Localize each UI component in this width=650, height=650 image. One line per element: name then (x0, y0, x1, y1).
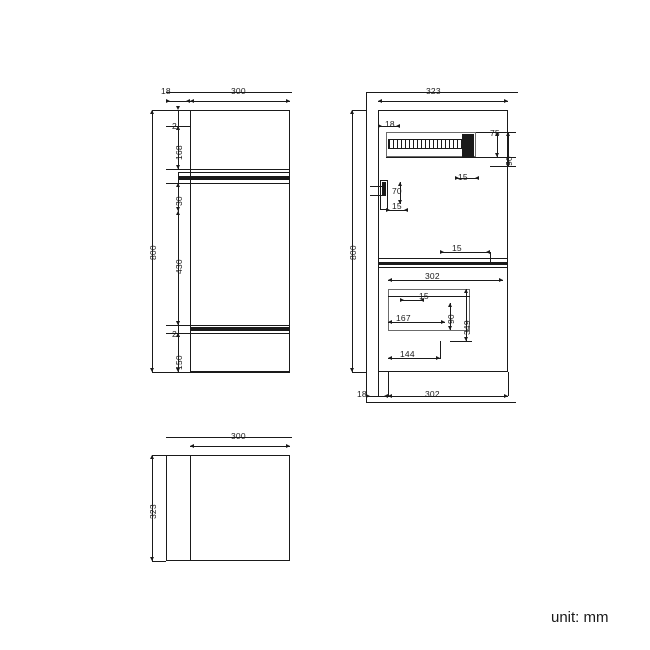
top-plan-outline (166, 455, 290, 561)
dim-side-15-lower: 15 (419, 291, 429, 301)
dim-front-30: 30 (174, 196, 184, 206)
extension-line (508, 372, 509, 396)
dim-front-150: 150 (174, 355, 184, 370)
arrow-icon (448, 303, 452, 307)
dim-front-width: 300 (231, 86, 246, 96)
side-drawer-back-panel (462, 134, 474, 157)
arrow-icon (186, 99, 190, 103)
dimension-line-2-bottom (178, 325, 179, 333)
extension-line (378, 372, 379, 396)
front-plinth-line (190, 333, 290, 334)
dimension-line-302-mid (388, 280, 503, 281)
front-base-extension (166, 372, 290, 373)
dim-side-144: 144 (400, 349, 415, 359)
front-plinth-band (190, 327, 290, 331)
dim-side-302-bottom: 302 (425, 389, 440, 399)
extension-line (152, 561, 166, 562)
arrow-icon (190, 99, 194, 103)
arrow-icon (396, 124, 400, 128)
arrow-icon (499, 278, 503, 282)
extension-line (388, 372, 389, 396)
front-counter-left-edge (178, 172, 179, 183)
arrow-icon (388, 394, 392, 398)
extension-line (166, 169, 190, 170)
arrow-icon (386, 208, 390, 212)
arrow-icon (440, 250, 444, 254)
front-counter-bottom-line (178, 183, 290, 184)
dim-side-800: 800 (348, 245, 358, 260)
dim-front-top-18: 18 (161, 86, 171, 96)
extension-line (370, 195, 384, 196)
arrow-icon (378, 99, 382, 103)
dim-side-15-hinge: 15 (392, 201, 402, 211)
arrow-icon (176, 126, 180, 130)
arrow-icon (378, 124, 382, 128)
arrow-icon (495, 153, 499, 157)
arrow-icon (286, 99, 290, 103)
front-lower-divider (190, 325, 290, 326)
extension-line (440, 341, 441, 359)
arrow-icon (388, 278, 392, 282)
dim-front-2-top: 2 (172, 121, 177, 131)
dim-side-75: 75 (490, 128, 500, 138)
dim-side-15-shelf: 15 (452, 243, 462, 253)
dim-top-width: 300 (231, 431, 246, 441)
arrow-icon (176, 211, 180, 215)
dim-side-349: 349 (462, 320, 472, 335)
dimension-line-300-top (190, 446, 290, 447)
front-counter-top-line (178, 172, 290, 173)
top-plan-inner-divider (190, 455, 191, 561)
arrow-icon (176, 321, 180, 325)
dim-top-depth: 323 (148, 504, 158, 519)
dim-side-90-lower: 90 (446, 314, 456, 324)
dimension-line-800-front (152, 110, 153, 372)
arrow-icon (176, 106, 180, 110)
arrow-icon (504, 99, 508, 103)
extension-line (490, 252, 491, 262)
extension-line (152, 372, 166, 373)
dim-side-depth: 323 (426, 86, 441, 96)
arrow-icon (176, 333, 180, 337)
arrow-icon (176, 165, 180, 169)
arrow-icon (448, 326, 452, 330)
dimension-line-2-top (178, 110, 179, 126)
extension-line (152, 110, 166, 111)
front-drawer-divider (190, 169, 290, 170)
dim-side-18-top: 18 (385, 119, 395, 129)
extension-line (450, 341, 472, 342)
dim-side-18-bottom: 18 (357, 389, 367, 399)
side-shelf-band (378, 262, 508, 265)
extension-line (352, 372, 366, 373)
arrow-icon (506, 132, 510, 136)
arrow-icon (400, 298, 404, 302)
side-shelf-top-line (378, 258, 508, 259)
arrow-icon (166, 99, 170, 103)
unit-note: unit: mm (551, 609, 609, 626)
arrow-icon (286, 444, 290, 448)
arrow-icon (190, 444, 194, 448)
side-hinge-fill (382, 182, 386, 196)
dim-side-302-mid: 302 (425, 271, 440, 281)
arrow-icon (464, 289, 468, 293)
extension-line (490, 166, 516, 167)
dimension-line-323 (378, 101, 508, 102)
side-drawer-bottom (386, 157, 476, 158)
dimension-line-800-side (352, 110, 353, 372)
extension-line (166, 437, 292, 438)
arrow-icon (475, 176, 479, 180)
side-drawer-hatch (388, 139, 470, 149)
extension-line (366, 92, 367, 402)
arrow-icon (176, 183, 180, 187)
dim-side-15-drawer: 15 (458, 172, 468, 182)
arrow-icon (388, 320, 392, 324)
extension-line (370, 186, 384, 187)
dim-side-167: 167 (396, 313, 411, 323)
extension-line (166, 92, 292, 93)
arrow-icon (441, 320, 445, 324)
arrow-icon (504, 394, 508, 398)
extension-line (152, 455, 166, 456)
extension-line (366, 402, 516, 403)
dimension-line-15-shelf (440, 252, 490, 253)
dimension-line-300-front (190, 101, 290, 102)
dim-front-168: 168 (174, 145, 184, 160)
side-shelf-bottom-line (378, 267, 508, 268)
extension-line (352, 110, 366, 111)
dim-side-90-top: 90 (504, 156, 514, 166)
dim-front-430: 430 (174, 259, 184, 274)
arrow-icon (388, 356, 392, 360)
dim-front-2-bottom: 2 (172, 329, 177, 339)
dim-front-800: 800 (148, 245, 158, 260)
extension-line (366, 92, 518, 93)
front-counter-band (178, 176, 290, 180)
dim-side-70: 70 (392, 186, 402, 196)
arrow-icon (404, 208, 408, 212)
dimension-line-302-bottom (388, 396, 508, 397)
